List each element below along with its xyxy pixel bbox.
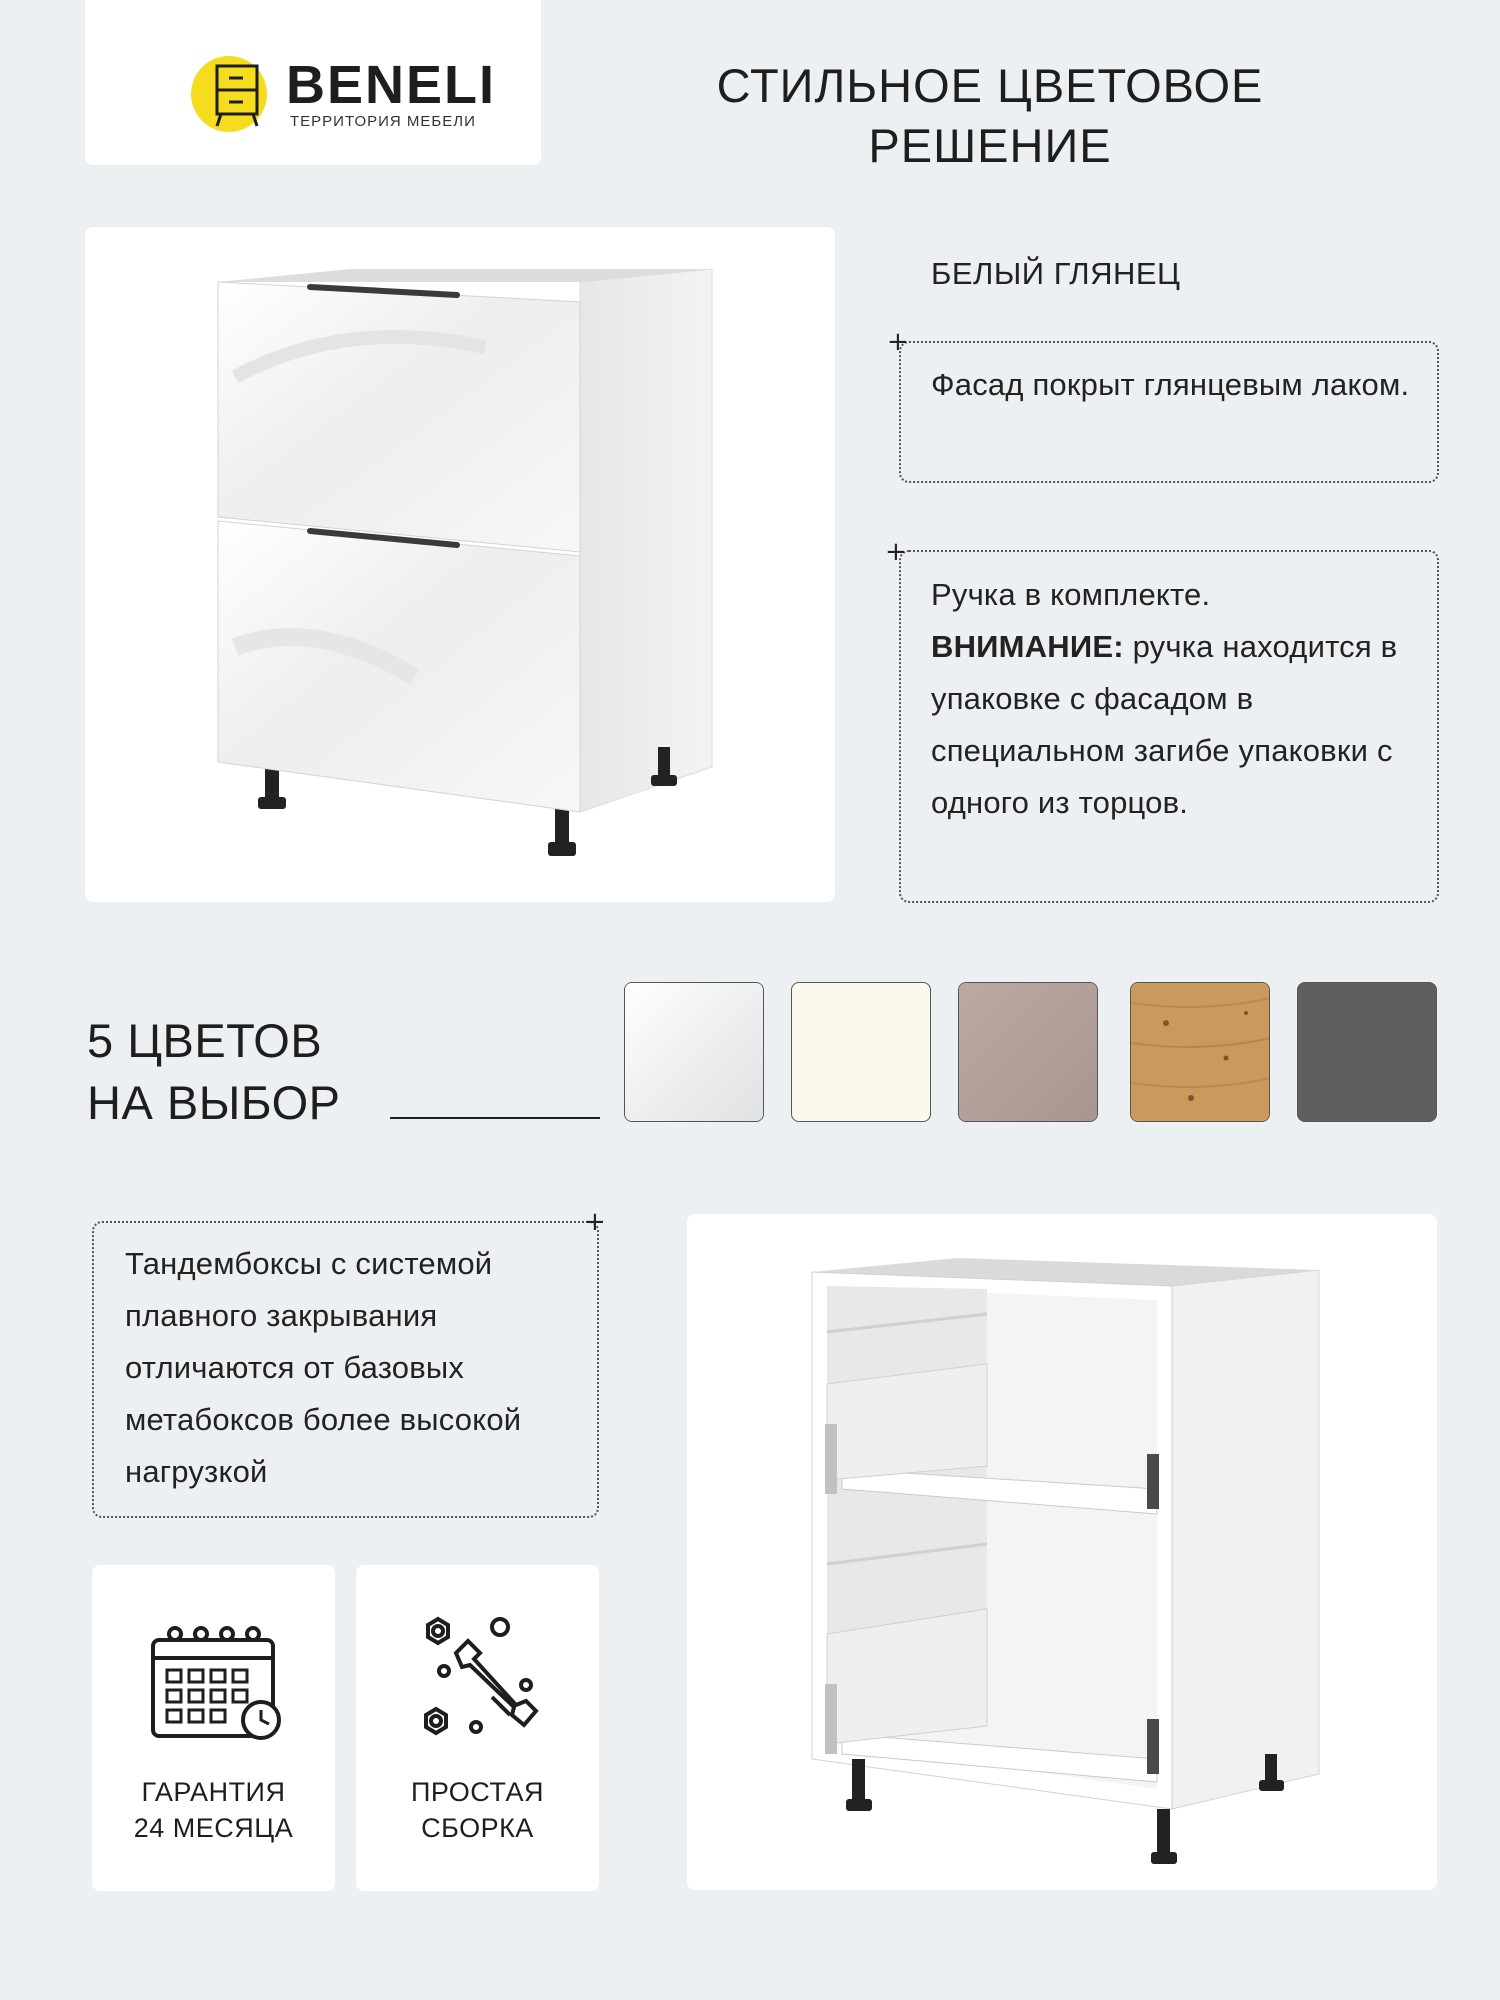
assembly-label-line-2: СБОРКА: [421, 1813, 534, 1843]
page-title-line-1: СТИЛЬНОЕ ЦВЕТОВОЕ: [716, 59, 1264, 112]
warranty-label-line-2: 24 МЕСЯЦА: [133, 1813, 294, 1843]
assembly-label-line-1: ПРОСТАЯ: [410, 1777, 545, 1807]
handle-note-intro: Ручка в комплекте.: [931, 577, 1211, 612]
plus-icon: +: [584, 1207, 606, 1237]
swatch-cream[interactable]: [791, 982, 931, 1122]
plus-icon: +: [885, 537, 907, 567]
plus-icon: +: [887, 327, 909, 357]
page-title-line-2: РЕШЕНИЕ: [868, 119, 1112, 172]
brand-name: BENELI: [286, 55, 497, 115]
cabinet-open-image: [687, 1214, 1437, 1890]
calendar-icon: [139, 1620, 289, 1745]
tools-icon: [408, 1605, 548, 1755]
swatch-white-gloss[interactable]: [624, 982, 764, 1122]
cabinet-closed-image: [85, 227, 835, 902]
gloss-note-text: Фасад покрыт глянцевым лаком.: [931, 367, 1410, 402]
colors-heading-line-2: НА ВЫБОР: [87, 1076, 341, 1129]
warranty-card: [92, 1565, 335, 1891]
colors-heading-line-1: 5 ЦВЕТОВ: [87, 1014, 323, 1067]
assembly-card: [356, 1565, 599, 1891]
logo-icon: [189, 54, 269, 134]
tandem-note-text: Тандембоксы с системой плавного закрывания отличаются от базовых метабоксов более высокой нагрузкой: [125, 1246, 522, 1489]
colors-heading: [87, 1010, 341, 1134]
handle-note-warning: ВНИМАНИЕ:: [931, 629, 1124, 664]
swatch-graphite[interactable]: [1297, 982, 1437, 1122]
assembly-label: [356, 1774, 599, 1846]
warranty-label-line-1: ГАРАНТИЯ: [141, 1777, 286, 1807]
handle-note-rest: ручка находится в упаковке с фасадом в специальном загибе упаковки с одного из торцов.: [931, 629, 1398, 820]
cabinet-closed-illustration: [85, 227, 835, 902]
finish-title: БЕЛЫЙ ГЛЯНЕЦ: [931, 256, 1181, 291]
swatch-oak[interactable]: [1130, 982, 1270, 1122]
page-title: [620, 56, 1360, 176]
brand-tagline: ТЕРРИТОРИЯ МЕБЕЛИ: [290, 113, 476, 130]
handle-note-text: [931, 569, 1431, 829]
warranty-label: [92, 1774, 335, 1846]
swatch-cappuccino[interactable]: [958, 982, 1098, 1122]
colors-underline: [390, 1117, 600, 1119]
cabinet-open-illustration: [687, 1214, 1437, 1890]
